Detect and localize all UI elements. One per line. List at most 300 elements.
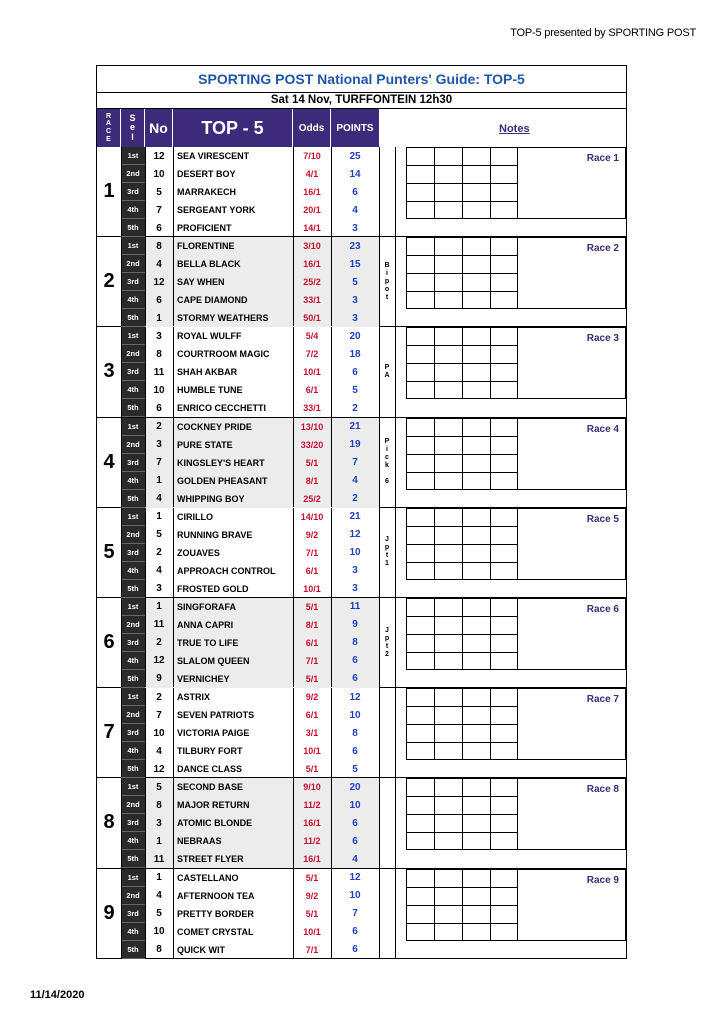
position-badge: 1st — [121, 688, 145, 706]
odds-value: 5/4 — [305, 331, 319, 342]
footer-date: 11/14/2020 — [30, 989, 85, 1001]
odds-value: 9/10 — [293, 778, 331, 796]
saddle-number: 5 — [145, 778, 173, 796]
saddle-number: 1 — [145, 472, 173, 490]
horse-name: SLALOM QUEEN — [173, 652, 293, 670]
position-badge: 3rd — [121, 724, 145, 742]
column-divider — [121, 598, 122, 687]
column-divider — [173, 147, 174, 236]
column-divider — [145, 418, 146, 507]
saddle-number: 1 — [145, 309, 173, 327]
saddle-number: 2 — [156, 547, 162, 559]
race-label: Race 2 — [586, 243, 619, 255]
position-badge: 2nd — [121, 706, 145, 724]
saddle-number: 5 — [156, 908, 162, 919]
odds-value: 7/1 — [293, 652, 331, 670]
points-value: 21 — [331, 418, 379, 436]
odds-value: 7/2 — [305, 349, 319, 360]
selection-row — [121, 291, 379, 309]
selection-row — [121, 399, 379, 417]
selection-row — [121, 652, 379, 670]
exotic-bet-label — [379, 688, 395, 777]
position-badge: 4th — [121, 472, 145, 490]
horse-name: AFTERNOON TEA — [177, 890, 255, 901]
odds-value: 25/2 — [293, 490, 331, 508]
race-selections — [121, 237, 379, 326]
odds-value: 14/1 — [303, 223, 321, 233]
saddle-number: 1 — [145, 832, 173, 850]
position-badge: 5th — [121, 580, 145, 598]
odds-value: 5/1 — [293, 454, 331, 472]
race-selections — [121, 147, 379, 236]
points-value: 7 — [331, 454, 379, 472]
race-block — [97, 508, 626, 598]
race-selections — [121, 869, 379, 959]
horse-name: SECOND BASE — [173, 778, 293, 796]
horse-name: PURE STATE — [173, 436, 293, 454]
saddle-number: 6 — [156, 222, 162, 234]
position-badge: 2nd — [121, 165, 145, 183]
column-divider — [293, 327, 294, 416]
points-value: 12 — [349, 529, 361, 541]
column-divider — [145, 598, 146, 687]
notes-box[interactable] — [518, 147, 626, 219]
odds-value: 5/1 — [305, 872, 319, 883]
points-value: 3 — [352, 565, 358, 577]
column-divider — [293, 688, 294, 777]
position-badge: 3rd — [121, 544, 145, 562]
race-label: Race 9 — [586, 874, 619, 886]
notes-box[interactable] — [518, 778, 626, 850]
odds-value: 33/1 — [303, 403, 321, 414]
notes-grid[interactable] — [406, 418, 518, 490]
position-badge: 2nd — [121, 436, 145, 454]
position-badge: 2nd — [121, 345, 145, 363]
horse-name: CAPE DIAMOND — [173, 291, 293, 309]
horse-name: QUICK WIT — [177, 944, 225, 955]
column-divider — [145, 688, 146, 777]
position-badge: 4th — [121, 201, 145, 219]
selection-row — [121, 147, 379, 165]
column-divider — [331, 598, 332, 687]
race-number: 4 — [103, 450, 115, 473]
column-divider — [331, 778, 332, 867]
points-value: 6 — [352, 926, 358, 937]
column-divider — [173, 237, 174, 326]
position-badge: 5th — [121, 399, 145, 417]
column-divider — [121, 869, 122, 959]
race-block — [97, 869, 626, 959]
position-badge: 1st — [121, 418, 145, 436]
position-badge: 3rd — [121, 905, 145, 923]
points-value: 10 — [349, 709, 361, 721]
selection-row — [121, 670, 379, 688]
position-badge: 1st — [121, 869, 145, 887]
selection-row — [121, 634, 379, 652]
horse-name: ZOUAVES — [177, 547, 220, 558]
column-divider — [173, 327, 174, 416]
race-label: Race 4 — [586, 423, 619, 435]
saddle-number: 11 — [153, 366, 165, 378]
race-selections — [121, 508, 379, 597]
column-divider — [331, 327, 332, 416]
race-selections — [121, 688, 379, 777]
position-badge: 3rd — [121, 183, 145, 201]
column-divider — [395, 418, 396, 507]
odds-value: 25/2 — [293, 273, 331, 291]
races-container — [97, 147, 626, 959]
saddle-number: 6 — [145, 291, 173, 309]
saddle-number: 10 — [153, 384, 165, 396]
exotic-bet-label: J p t 1 — [384, 536, 390, 568]
odds-value: 9/2 — [305, 692, 319, 703]
points-value: 6 — [352, 186, 358, 198]
odds-value: 14/10 — [300, 511, 324, 522]
exotic-bet-label — [379, 147, 395, 236]
saddle-number: 1 — [145, 598, 173, 616]
column-divider — [395, 778, 396, 867]
saddle-number: 1 — [156, 511, 162, 523]
race-block — [97, 418, 626, 508]
column-divider — [121, 688, 122, 777]
selection-row — [121, 923, 379, 941]
points-value: 11 — [331, 598, 379, 616]
notes-grid[interactable] — [406, 778, 518, 850]
points-value: 15 — [331, 255, 379, 273]
odds-value: 16/1 — [293, 255, 331, 273]
race-block — [97, 327, 626, 417]
odds-value: 6/1 — [293, 634, 331, 652]
selection-row — [121, 544, 379, 562]
points-value: 23 — [331, 237, 379, 255]
saddle-number: 12 — [153, 763, 165, 775]
notes-box[interactable] — [518, 688, 626, 760]
race-label: Race 6 — [586, 603, 619, 615]
saddle-number: 3 — [145, 814, 173, 832]
horse-name: SINGFORAFA — [173, 598, 293, 616]
column-divider — [145, 869, 146, 959]
position-badge: 1st — [121, 778, 145, 796]
horse-name: MARRAKECH — [177, 187, 236, 197]
column-divider — [293, 418, 294, 507]
selection-row — [121, 363, 379, 381]
selection-row — [121, 381, 379, 399]
race-block — [97, 147, 626, 237]
selection-row — [121, 201, 379, 219]
saddle-number: 3 — [156, 583, 162, 595]
horse-name: ATOMIC BLONDE — [173, 814, 293, 832]
horse-name: VICTORIA PAIGE — [177, 728, 250, 739]
column-divider — [121, 237, 122, 326]
position-badge: 1st — [121, 147, 145, 165]
notes-box[interactable] — [518, 508, 626, 580]
saddle-number: 4 — [156, 890, 162, 901]
notes-grid[interactable] — [406, 237, 518, 309]
column-divider — [293, 598, 294, 687]
notes-grid[interactable] — [406, 598, 518, 670]
odds-value: 10/1 — [303, 583, 321, 594]
column-header-sel — [121, 109, 145, 147]
odds-value: 8/1 — [293, 472, 331, 490]
odds-value: 50/1 — [293, 309, 331, 327]
points-value: 6 — [331, 652, 379, 670]
saddle-number: 5 — [156, 529, 162, 541]
selection-row — [121, 490, 379, 508]
position-badge: 1st — [121, 237, 145, 255]
points-value: 18 — [349, 348, 361, 360]
selection-row — [121, 183, 379, 201]
notes-box[interactable] — [518, 237, 626, 309]
notes-box[interactable] — [518, 327, 626, 399]
horse-name: ROYAL WULFF — [177, 331, 242, 342]
horse-name: TILBURY FORT — [177, 746, 243, 757]
race-number: 3 — [103, 360, 115, 383]
column-divider — [121, 327, 122, 416]
column-divider — [293, 508, 294, 597]
column-divider — [173, 869, 174, 959]
saddle-number: 5 — [156, 186, 162, 198]
race-block — [97, 778, 626, 868]
race-selections — [121, 778, 379, 867]
horse-name: SHAH AKBAR — [177, 367, 238, 378]
odds-value: 33/1 — [293, 291, 331, 309]
column-divider — [145, 147, 146, 236]
odds-value: 16/1 — [293, 814, 331, 832]
saddle-number: 8 — [156, 348, 162, 360]
notes-grid[interactable] — [406, 508, 518, 580]
points-value: 7 — [352, 908, 358, 919]
position-badge: 4th — [121, 652, 145, 670]
points-value: 10 — [349, 547, 361, 559]
guide-title: SPORTING POST National Punters' Guide: TOP-5 — [97, 66, 626, 93]
position-badge: 4th — [121, 742, 145, 760]
selection-row — [121, 869, 379, 887]
points-value: 10 — [349, 890, 361, 901]
column-divider — [293, 869, 294, 959]
saddle-number: 10 — [153, 168, 165, 180]
horse-name: NEBRAAS — [173, 832, 293, 850]
position-badge: 4th — [121, 381, 145, 399]
column-divider — [331, 688, 332, 777]
column-divider — [121, 778, 122, 867]
saddle-number: 11 — [145, 616, 173, 634]
exotic-bet-label: B i p o t — [384, 261, 390, 301]
saddle-number: 4 — [156, 565, 162, 577]
saddle-number: 7 — [156, 709, 162, 721]
position-badge: 5th — [121, 760, 145, 778]
column-divider — [395, 327, 396, 416]
position-badge: 2nd — [121, 526, 145, 544]
selection-row — [121, 418, 379, 436]
points-value: 2 — [331, 490, 379, 508]
points-value: 8 — [352, 727, 358, 739]
points-value: 4 — [331, 850, 379, 868]
selection-row — [121, 255, 379, 273]
saddle-number: 1 — [156, 872, 162, 883]
horse-name: COMET CRYSTAL — [177, 926, 254, 937]
selection-row — [121, 760, 379, 778]
notes-box[interactable] — [518, 598, 626, 670]
points-value: 20 — [349, 330, 361, 342]
horse-name: WHIPPING BOY — [173, 490, 293, 508]
horse-name: CASTELLANO — [177, 872, 239, 883]
race-number: 1 — [103, 180, 115, 203]
selection-row — [121, 850, 379, 868]
exotic-bet-label: P i c k 6 — [384, 438, 390, 486]
horse-name: SEA VIRESCENT — [177, 151, 250, 161]
sel-header-letters: S e l — [129, 112, 136, 142]
selection-row — [121, 327, 379, 345]
notes-grid[interactable] — [406, 327, 518, 399]
selection-row — [121, 219, 379, 237]
column-divider — [145, 508, 146, 597]
column-divider — [331, 418, 332, 507]
odds-value: 33/20 — [293, 436, 331, 454]
selection-row — [121, 778, 379, 796]
column-header-odds: Odds — [293, 109, 331, 147]
race-label: Race 7 — [586, 694, 619, 706]
selection-row — [121, 905, 379, 923]
saddle-number: 12 — [145, 652, 173, 670]
saddle-number: 3 — [145, 436, 173, 454]
horse-name: FLORENTINE — [173, 237, 293, 255]
position-badge: 3rd — [121, 634, 145, 652]
points-value: 4 — [331, 472, 379, 490]
selection-row — [121, 742, 379, 760]
odds-value: 6/1 — [305, 710, 319, 721]
column-divider — [395, 508, 396, 597]
position-badge: 1st — [121, 598, 145, 616]
position-badge: 5th — [121, 309, 145, 327]
horse-name: DANCE CLASS — [177, 764, 243, 775]
odds-value: 16/1 — [293, 850, 331, 868]
points-value: 3 — [331, 291, 379, 309]
position-badge: 4th — [121, 832, 145, 850]
saddle-number: 8 — [145, 796, 173, 814]
column-header-race — [97, 109, 121, 147]
saddle-number: 10 — [153, 926, 165, 937]
horse-name: SEVEN PATRIOTS — [177, 710, 255, 721]
odds-value: 9/2 — [305, 529, 319, 540]
saddle-number: 2 — [156, 691, 162, 703]
column-divider — [121, 418, 122, 507]
odds-value: 7/1 — [305, 547, 319, 558]
position-badge: 5th — [121, 219, 145, 237]
odds-value: 20/1 — [303, 205, 321, 215]
column-divider — [395, 147, 396, 236]
selection-row — [121, 796, 379, 814]
saddle-number: 4 — [156, 745, 162, 757]
position-badge: 5th — [121, 850, 145, 868]
horse-name: SERGEANT YORK — [177, 205, 256, 215]
horse-name: PRETTY BORDER — [177, 908, 254, 919]
column-divider — [395, 598, 396, 687]
notes-box[interactable] — [518, 418, 626, 490]
exotic-bet-label: P A — [384, 363, 390, 379]
selection-row — [121, 508, 379, 526]
points-value: 14 — [349, 168, 361, 180]
saddle-number: 7 — [156, 204, 162, 216]
notes-grid[interactable] — [406, 688, 518, 760]
page-header: TOP-5 presented by SPORTING POST — [510, 27, 696, 39]
race-number: 8 — [103, 811, 115, 834]
exotic-bet-label — [379, 869, 395, 959]
points-value: 21 — [349, 511, 361, 523]
odds-value: 6/1 — [305, 565, 319, 576]
odds-value: 5/1 — [293, 670, 331, 688]
selection-row — [121, 472, 379, 490]
points-value: 25 — [349, 150, 361, 162]
points-value: 2 — [352, 402, 358, 414]
points-value: 5 — [352, 763, 358, 775]
notes-grid[interactable] — [406, 869, 518, 941]
saddle-number: 12 — [153, 150, 165, 162]
horse-name: ANNA CAPRI — [173, 616, 293, 634]
column-divider — [331, 869, 332, 959]
column-divider — [173, 598, 174, 687]
horse-name: FROSTED GOLD — [177, 583, 249, 594]
race-selections — [121, 598, 379, 687]
odds-value: 3/10 — [293, 237, 331, 255]
saddle-number: 7 — [145, 454, 173, 472]
points-value: 3 — [331, 309, 379, 327]
column-divider — [145, 327, 146, 416]
horse-name: COCKNEY PRIDE — [173, 418, 293, 436]
odds-value: 5/1 — [293, 598, 331, 616]
saddle-number: 6 — [156, 402, 162, 414]
odds-value: 5/1 — [305, 764, 319, 775]
meeting-subtitle: Sat 14 Nov, TURFFONTEIN 12h30 — [97, 93, 626, 109]
position-badge: 5th — [121, 670, 145, 688]
points-value: 6 — [352, 944, 358, 955]
position-badge: 2nd — [121, 796, 145, 814]
saddle-number: 4 — [145, 490, 173, 508]
race-label: Race 1 — [586, 153, 619, 164]
column-divider — [395, 688, 396, 777]
saddle-number: 8 — [145, 237, 173, 255]
points-value: 20 — [331, 778, 379, 796]
odds-value: 7/1 — [305, 944, 319, 955]
saddle-number: 8 — [156, 944, 162, 955]
horse-name: STORMY WEATHERS — [173, 309, 293, 327]
column-header-points: POINTS — [331, 109, 379, 147]
selection-row — [121, 436, 379, 454]
odds-value: 10/1 — [303, 926, 321, 937]
saddle-number: 11 — [145, 850, 173, 868]
points-value: 6 — [331, 832, 379, 850]
notes-grid[interactable] — [406, 147, 518, 219]
notes-header: Notes — [499, 123, 530, 135]
selection-row — [121, 345, 379, 363]
selection-row — [121, 580, 379, 598]
exotic-bet-label — [379, 778, 395, 867]
column-divider — [173, 508, 174, 597]
position-badge: 3rd — [121, 814, 145, 832]
points-value: 19 — [331, 436, 379, 454]
horse-name: ASTRIX — [177, 692, 211, 703]
notes-box[interactable] — [518, 869, 626, 941]
column-divider — [173, 778, 174, 867]
points-value: 3 — [352, 583, 358, 595]
odds-value: 7/10 — [303, 151, 321, 161]
selection-row — [121, 598, 379, 616]
points-value: 5 — [331, 273, 379, 291]
race-number: 9 — [103, 902, 115, 925]
race-block — [97, 688, 626, 778]
exotic-bet-label: J p t 2 — [384, 626, 390, 658]
column-divider — [145, 778, 146, 867]
position-badge: 2nd — [121, 255, 145, 273]
